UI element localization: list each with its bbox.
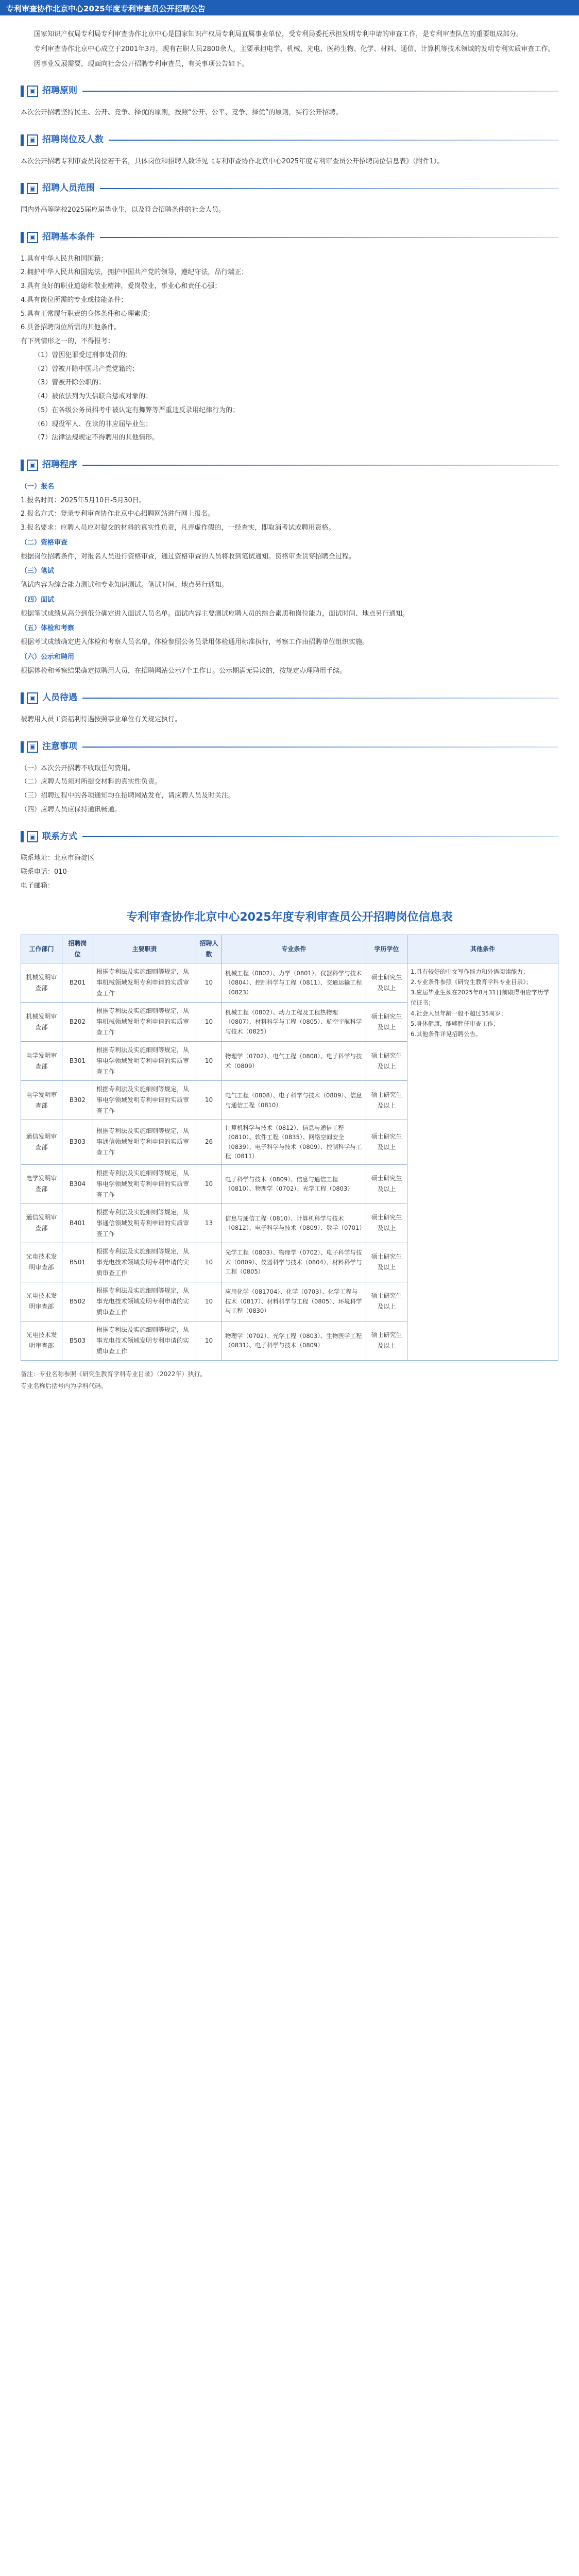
cell-count: 10	[196, 1321, 222, 1360]
cell-edu: 硕士研究生及以上	[366, 1204, 407, 1243]
cell-duty: 根据专利法及实施细则等规定，从事机械领域发明专利申请的实质审查工作	[93, 963, 196, 1003]
positions-table	[21, 935, 558, 1361]
cell-edu: 硕士研究生及以上	[366, 1042, 407, 1081]
cell-code: B401	[62, 1204, 93, 1243]
footer-note: 备注：专业名称参照《研究生教育学科专业目录》（2022年）执行。	[21, 1370, 207, 1378]
condition-item: （4）被依法列为失信联合惩戒对象的；	[34, 393, 152, 400]
section-bar-icon	[21, 741, 24, 753]
cell-dept: 电学发明审查部	[21, 1164, 62, 1204]
cell-major: 计算机科学与技术（0812）、信息与通信工程（0810）、软件工程（0835）、网络空间安全（0839）、电子科学与技术（0809）、控制科学与工程（0811）	[222, 1120, 366, 1165]
section-number-icon: ▣	[27, 86, 38, 97]
section-header-procedure	[21, 457, 558, 473]
cell-major: 物理学（0702）、电气工程（0808）、电子科学与技术（0809）	[222, 1042, 366, 1081]
section-para: 国内外高等院校2025届应届毕业生，以及符合招聘条件的社会人员。	[21, 206, 226, 214]
contact-item: 联系电话：010-	[21, 868, 70, 876]
cell-count: 10	[196, 1282, 222, 1321]
procedure-subtitle: （六）公示和聘用	[21, 653, 75, 661]
cell-other-conditions	[407, 963, 558, 1361]
cell-count: 10	[196, 1081, 222, 1120]
th-edu: 学历学位	[366, 935, 407, 963]
section-contact	[21, 853, 558, 892]
cell-edu: 硕士研究生及以上	[366, 1243, 407, 1282]
condition-item: （1）曾因犯罪受过刑事处罚的；	[34, 351, 132, 359]
condition-item: 2.拥护中华人民共和国宪法，拥护中国共产党的领导，遵纪守法，品行端正；	[21, 268, 248, 277]
intro-para: 专利审查协作北京中心成立于2001年3月，现有在职人员2800余人，主要承担电学、机械、光电、医药生物、化学、材料、通信、计算机等技术领域的发明专利实质审查工作。	[34, 45, 555, 53]
section-divider	[82, 747, 558, 748]
cell-code: B503	[62, 1321, 93, 1360]
section-bar-icon	[21, 692, 24, 704]
section-positions	[21, 156, 558, 168]
procedure-subtitle: （四）面试	[21, 596, 55, 604]
cell-duty: 根据专利法及实施细则等规定，从事通信领域发明专利申请的实质审查工作	[93, 1120, 196, 1165]
section-number-icon: ▣	[27, 232, 38, 243]
page-title-bar	[0, 0, 579, 15]
th-dept: 工作部门	[21, 935, 62, 963]
cell-dept: 光电技术发明审查部	[21, 1321, 62, 1360]
cell-code: B302	[62, 1081, 93, 1120]
section-number-icon: ▣	[27, 134, 38, 146]
th-count: 招聘人数	[196, 935, 222, 963]
condition-item: （2）曾被开除中国共产党党籍的；	[34, 365, 139, 373]
cell-count: 10	[196, 1042, 222, 1081]
section-benefits	[21, 714, 558, 726]
cell-count: 13	[196, 1204, 222, 1243]
procedure-para: 1.报名时间：2025年5月10日-5月30日。	[21, 496, 146, 504]
section-header-contact	[21, 829, 558, 845]
condition-item: 有下列情形之一的，不得报考：	[21, 337, 115, 345]
cell-duty: 根据专利法及实施细则等规定，从事机械领域发明专利申请的实质审查工作	[93, 1003, 196, 1042]
cell-major: 机械工程（0802）、力学（0801）、仪器科学与技术（0804）、控制科学与工程（0811）、交通运输工程（0823）	[222, 963, 366, 1003]
section-title: 招聘原则	[42, 86, 77, 96]
procedure-para: 2.报名方式：登录专利审查协作北京中心招聘网站进行网上报名。	[21, 510, 215, 518]
note-item: （二）应聘人员须对所提交材料的真实性负责。	[21, 778, 162, 786]
cell-major: 电气工程（0808）、电子科学与技术（0809）、信息与通信工程（0810）	[222, 1081, 366, 1120]
condition-item: 4.具有岗位所需的专业或技能条件；	[21, 296, 128, 304]
procedure-para: 笔试内容为综合能力测试和专业知识测试。笔试时间、地点另行通知。	[21, 581, 229, 589]
procedure-para: 3.报名要求：应聘人员应对提交的材料的真实性负责，凡弄虚作假的，一经查实，即取消考试或聘用资格。	[21, 524, 335, 532]
cell-major: 光学工程（0803）、物理学（0702）、电子科学与技术（0809）、仪器科学与技术（0804）、材料科学与工程（0805）	[222, 1243, 366, 1282]
procedure-para: 根据体检和考察结果确定拟聘用人员，在招聘网站公示7个工作日。公示期满无异议的，按规定办理聘用手续。	[21, 667, 347, 675]
cell-code: B202	[62, 1003, 93, 1042]
cell-code: B502	[62, 1282, 93, 1321]
cell-dept: 机械发明审查部	[21, 1003, 62, 1042]
cell-code: B501	[62, 1243, 93, 1282]
cell-count: 10	[196, 1003, 222, 1042]
condition-item: 3.具有良好的职业道德和敬业精神，爱岗敬业，事业心和责任心强；	[21, 282, 222, 290]
section-divider	[100, 237, 558, 238]
section-header-notes	[21, 739, 558, 755]
procedure-subtitle: （五）体检和考察	[21, 624, 75, 633]
cell-code: B303	[62, 1120, 93, 1165]
section-number-icon: ▣	[27, 460, 38, 471]
cell-dept: 电学发明审查部	[21, 1081, 62, 1120]
cell-dept: 光电技术发明审查部	[21, 1282, 62, 1321]
section-divider	[100, 188, 558, 189]
section-title: 注意事项	[42, 741, 77, 752]
cell-dept: 机械发明审查部	[21, 963, 62, 1003]
cell-code: B304	[62, 1164, 93, 1204]
section-number-icon: ▣	[27, 741, 38, 753]
other-condition: 4.社会人员年龄一般不超过35周岁；	[411, 1009, 507, 1017]
page-title: 专利审查协作北京中心2025年度专利审查员公开招聘公告	[6, 4, 206, 13]
cell-duty: 根据专利法及实施细则等规定，从事电学领域发明专利申请的实质审查工作	[93, 1164, 196, 1204]
section-number-icon: ▣	[27, 183, 38, 194]
th-duty: 主要职责	[93, 935, 196, 963]
cell-count: 10	[196, 1243, 222, 1282]
cell-code: B301	[62, 1042, 93, 1081]
cell-duty: 根据专利法及实施细则等规定，从事电学领域发明专利申请的实质审查工作	[93, 1081, 196, 1120]
footer-note: 专业名称后括号内为学科代码。	[21, 1382, 108, 1389]
cell-duty: 根据专利法及实施细则等规定，从事通信领域发明专利申请的实质审查工作	[93, 1204, 196, 1243]
other-condition: 6.其他条件详见招聘公告。	[411, 1030, 482, 1038]
condition-item: （3）曾被开除公职的；	[34, 379, 106, 387]
section-header-benefits	[21, 690, 558, 706]
section-conditions	[21, 253, 558, 445]
intro	[21, 29, 558, 70]
condition-item: （6）现役军人、在读的非应届毕业生；	[34, 420, 152, 428]
cell-count: 26	[196, 1120, 222, 1165]
section-title: 招聘基本条件	[42, 231, 95, 242]
section-target	[21, 205, 558, 216]
condition-item: （7）法律法规规定不得聘用的其他情形。	[34, 434, 159, 442]
cell-major: 物理学（0702）、光学工程（0803）、生物医学工程（0831）、电子科学与技术（0809）	[222, 1321, 366, 1360]
section-header-principle	[21, 83, 558, 99]
cell-edu: 硕士研究生及以上	[366, 1081, 407, 1120]
cell-duty: 根据专利法及实施细则等规定，从事光电技术领域发明专利申请的实质审查工作	[93, 1243, 196, 1282]
th-major: 专业条件	[222, 935, 366, 963]
procedure-subtitle: （一）报名	[21, 482, 55, 490]
table-row	[21, 963, 558, 1003]
note-item: （一）本次公开招聘不收取任何费用。	[21, 764, 135, 772]
table-footer-notes	[21, 1369, 558, 1392]
section-bar-icon	[21, 134, 24, 146]
section-bar-icon	[21, 232, 24, 243]
section-bar-icon	[21, 86, 24, 97]
section-bar-icon	[21, 460, 24, 471]
cell-major: 信息与通信工程（0810）、计算机科学与技术（0812）、电子科学与技术（0809）、数学（0701）	[222, 1204, 366, 1243]
procedure-subtitle: （三）笔试	[21, 567, 55, 575]
cell-edu: 硕士研究生及以上	[366, 1164, 407, 1204]
section-principle	[21, 107, 558, 119]
procedure-para: 根据考试成绩确定进入体检和考察人员名单。体检参照公务员录用体检通用标准执行，考察工作由招聘单位组织实施。	[21, 638, 369, 646]
cell-dept: 电学发明审查部	[21, 1042, 62, 1081]
section-divider	[82, 465, 558, 466]
section-divider	[82, 91, 558, 92]
condition-item: 1.具有中华人民共和国国籍；	[21, 255, 108, 263]
cell-major: 应用化学（081704）、化学（0703）、化学工程与技术（0817）、材料科学与工程（0805）、环境科学与工程（0830）	[222, 1282, 366, 1321]
condition-item: 5.具有正常履行职责的身体条件和心理素质；	[21, 310, 155, 318]
cell-duty: 根据专利法及实施细则等规定，从事光电技术领域发明专利申请的实质审查工作	[93, 1282, 196, 1321]
intro-para: 国家知识产权局专利局专利审查协作北京中心是国家知识产权局专利局直属事业单位，受专利局委托承担发明专利申请的审查工作，是专利审查队伍的重要组成部分。	[34, 30, 523, 38]
cell-duty: 根据专利法及实施细则等规定，从事电学领域发明专利申请的实质审查工作	[93, 1042, 196, 1081]
cell-duty: 根据专利法及实施细则等规定，从事光电技术领域发明专利申请的实质审查工作	[93, 1321, 196, 1360]
contact-item: 联系地址：北京市海淀区	[21, 854, 95, 862]
other-condition: 2.专业条件参照《研究生教育学科专业目录》；	[411, 978, 532, 986]
cell-dept: 光电技术发明审查部	[21, 1243, 62, 1282]
positions-table-title: 专利审查协作北京中心2025年度专利审查员公开招聘岗位信息表	[126, 910, 453, 924]
cell-edu: 硕士研究生及以上	[366, 1282, 407, 1321]
table-header-row	[21, 935, 558, 963]
section-para: 本次公开招聘专利审查员岗位若干名，具体岗位和招聘人数详见《专利审查协作北京中心2025年度专利审查员公开招聘岗位信息表》（附件1）。	[21, 157, 444, 165]
section-title: 招聘程序	[42, 460, 77, 470]
condition-item: 6.具备招聘岗位所需的其他条件。	[21, 324, 121, 332]
procedure-para: 根据岗位招聘条件，对报名人员进行资格审查，通过资格审查的人员将收到笔试通知。资格审查贯穿招聘全过程。	[21, 552, 356, 561]
section-header-conditions	[21, 230, 558, 245]
contact-item: 电子邮箱：	[21, 882, 55, 890]
intro-para: 因事业发展需要，现面向社会公开招聘专利审查员，有关事项公告如下。	[34, 60, 249, 68]
cell-code: B201	[62, 963, 93, 1003]
other-condition: 5.身体健康，能够胜任审查工作；	[411, 1020, 499, 1027]
section-bar-icon	[21, 831, 24, 842]
section-title: 招聘人员范围	[42, 183, 95, 194]
section-title: 人员待遇	[42, 692, 77, 703]
procedure-subtitle: （二）资格审查	[21, 538, 68, 547]
section-title: 联系方式	[42, 831, 77, 842]
section-number-icon: ▣	[27, 692, 38, 704]
section-bar-icon	[21, 183, 24, 194]
note-item: （三）招聘过程中的各项通知均在招聘网站发布，请应聘人员及时关注。	[21, 792, 235, 800]
condition-item: （5）在各级公务员招考中被认定有舞弊等严重违反录用纪律行为的；	[34, 406, 240, 414]
cell-count: 10	[196, 1164, 222, 1204]
section-header-target	[21, 181, 558, 196]
section-divider	[82, 836, 558, 837]
other-condition: 1.具有较好的中文写作能力和外语阅读能力；	[411, 968, 529, 975]
other-condition: 3.应届毕业生须在2025年8月31日前取得相应学历学位证书；	[411, 989, 550, 1007]
cell-dept: 通信发明审查部	[21, 1204, 62, 1243]
cell-edu: 硕士研究生及以上	[366, 1003, 407, 1042]
content	[0, 15, 579, 1403]
procedure-para: 根据笔试成绩从高分到低分确定进入面试人员名单。面试内容主要测试应聘人员的综合素质和岗位能力，面试时间、地点另行通知。	[21, 609, 410, 618]
section-divider	[109, 140, 558, 141]
section-header-positions	[21, 132, 558, 148]
cell-edu: 硕士研究生及以上	[366, 1120, 407, 1165]
section-procedure	[21, 481, 558, 677]
cell-major: 电子科学与技术（0809）、信息与通信工程（0810）、物理学（0702）、光学工程（0803）	[222, 1164, 366, 1204]
section-notes	[21, 763, 558, 816]
section-title: 招聘岗位及人数	[42, 134, 104, 145]
cell-count: 10	[196, 963, 222, 1003]
section-divider	[82, 698, 558, 699]
note-item: （四）应聘人员应保持通讯畅通。	[21, 805, 122, 814]
section-number-icon: ▣	[27, 831, 38, 842]
cell-dept: 通信发明审查部	[21, 1120, 62, 1165]
cell-edu: 硕士研究生及以上	[366, 1321, 407, 1360]
th-other: 其他条件	[407, 935, 558, 963]
cell-major: 机械工程（0802）、动力工程及工程热物理（0807）、材料科学与工程（0805）、航空宇航科学与技术（0825）	[222, 1003, 366, 1042]
th-code: 招聘岗位	[62, 935, 93, 963]
cell-edu: 硕士研究生及以上	[366, 963, 407, 1003]
section-para: 被聘用人员工资福利待遇按照事业单位有关规定执行。	[21, 716, 182, 723]
section-para: 本次公开招聘坚持民主、公开、竞争、择优的原则，按照“公开、公平、竞争、择优”的原则，实行公开招聘。	[21, 109, 343, 116]
